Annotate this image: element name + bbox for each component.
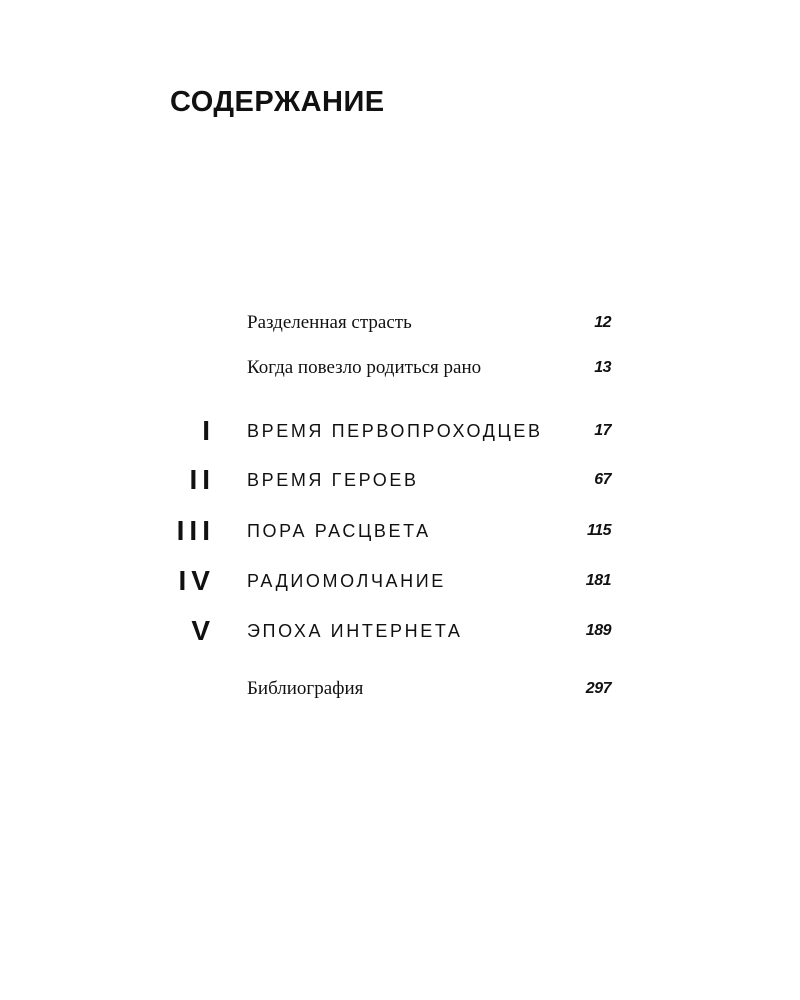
toc-part-title: ПОРА РАСЦВЕТА: [247, 521, 431, 541]
toc-entry-page: 189: [585, 622, 611, 639]
part-numeral: III: [176, 515, 215, 546]
toc-entry-page: 181: [585, 572, 611, 589]
toc-part-title: ВРЕМЯ ГЕРОЕВ: [247, 470, 419, 490]
part-numeral: II: [189, 464, 215, 495]
toc-entry-page: 17: [594, 422, 611, 439]
toc-entry-page: 115: [586, 522, 611, 539]
toc-part-title: ЭПОХА ИНТЕРНЕТА: [247, 621, 463, 641]
page-title: СОДЕРЖАНИЕ: [170, 86, 385, 118]
part-numeral: V: [191, 615, 215, 646]
toc-part-entry: [0, 516, 800, 546]
toc-entry: [0, 308, 800, 338]
toc-entry-title: Разделенная страсть: [247, 312, 412, 333]
toc-entry: [0, 674, 800, 704]
toc-entry-title: Когда повезло родиться рано: [247, 357, 482, 378]
toc-part-entry: [0, 416, 800, 446]
part-numeral: I: [202, 415, 215, 446]
toc-entry: [0, 353, 800, 383]
toc-entry-page: 297: [585, 680, 611, 697]
toc-part-entry: [0, 566, 800, 596]
part-numeral: IV: [178, 565, 215, 596]
toc-part-entry: [0, 616, 800, 646]
toc-part-entry: [0, 465, 800, 495]
toc-entry-page: 13: [594, 359, 611, 376]
toc-entry-title: Библиография: [247, 678, 364, 699]
toc-part-title: РАДИОМОЛЧАНИЕ: [247, 571, 446, 591]
toc-entry-page: 67: [594, 471, 611, 488]
toc-entry-page: 12: [594, 314, 611, 331]
toc-part-title: ВРЕМЯ ПЕРВОПРОХОДЦЕВ: [247, 421, 543, 441]
